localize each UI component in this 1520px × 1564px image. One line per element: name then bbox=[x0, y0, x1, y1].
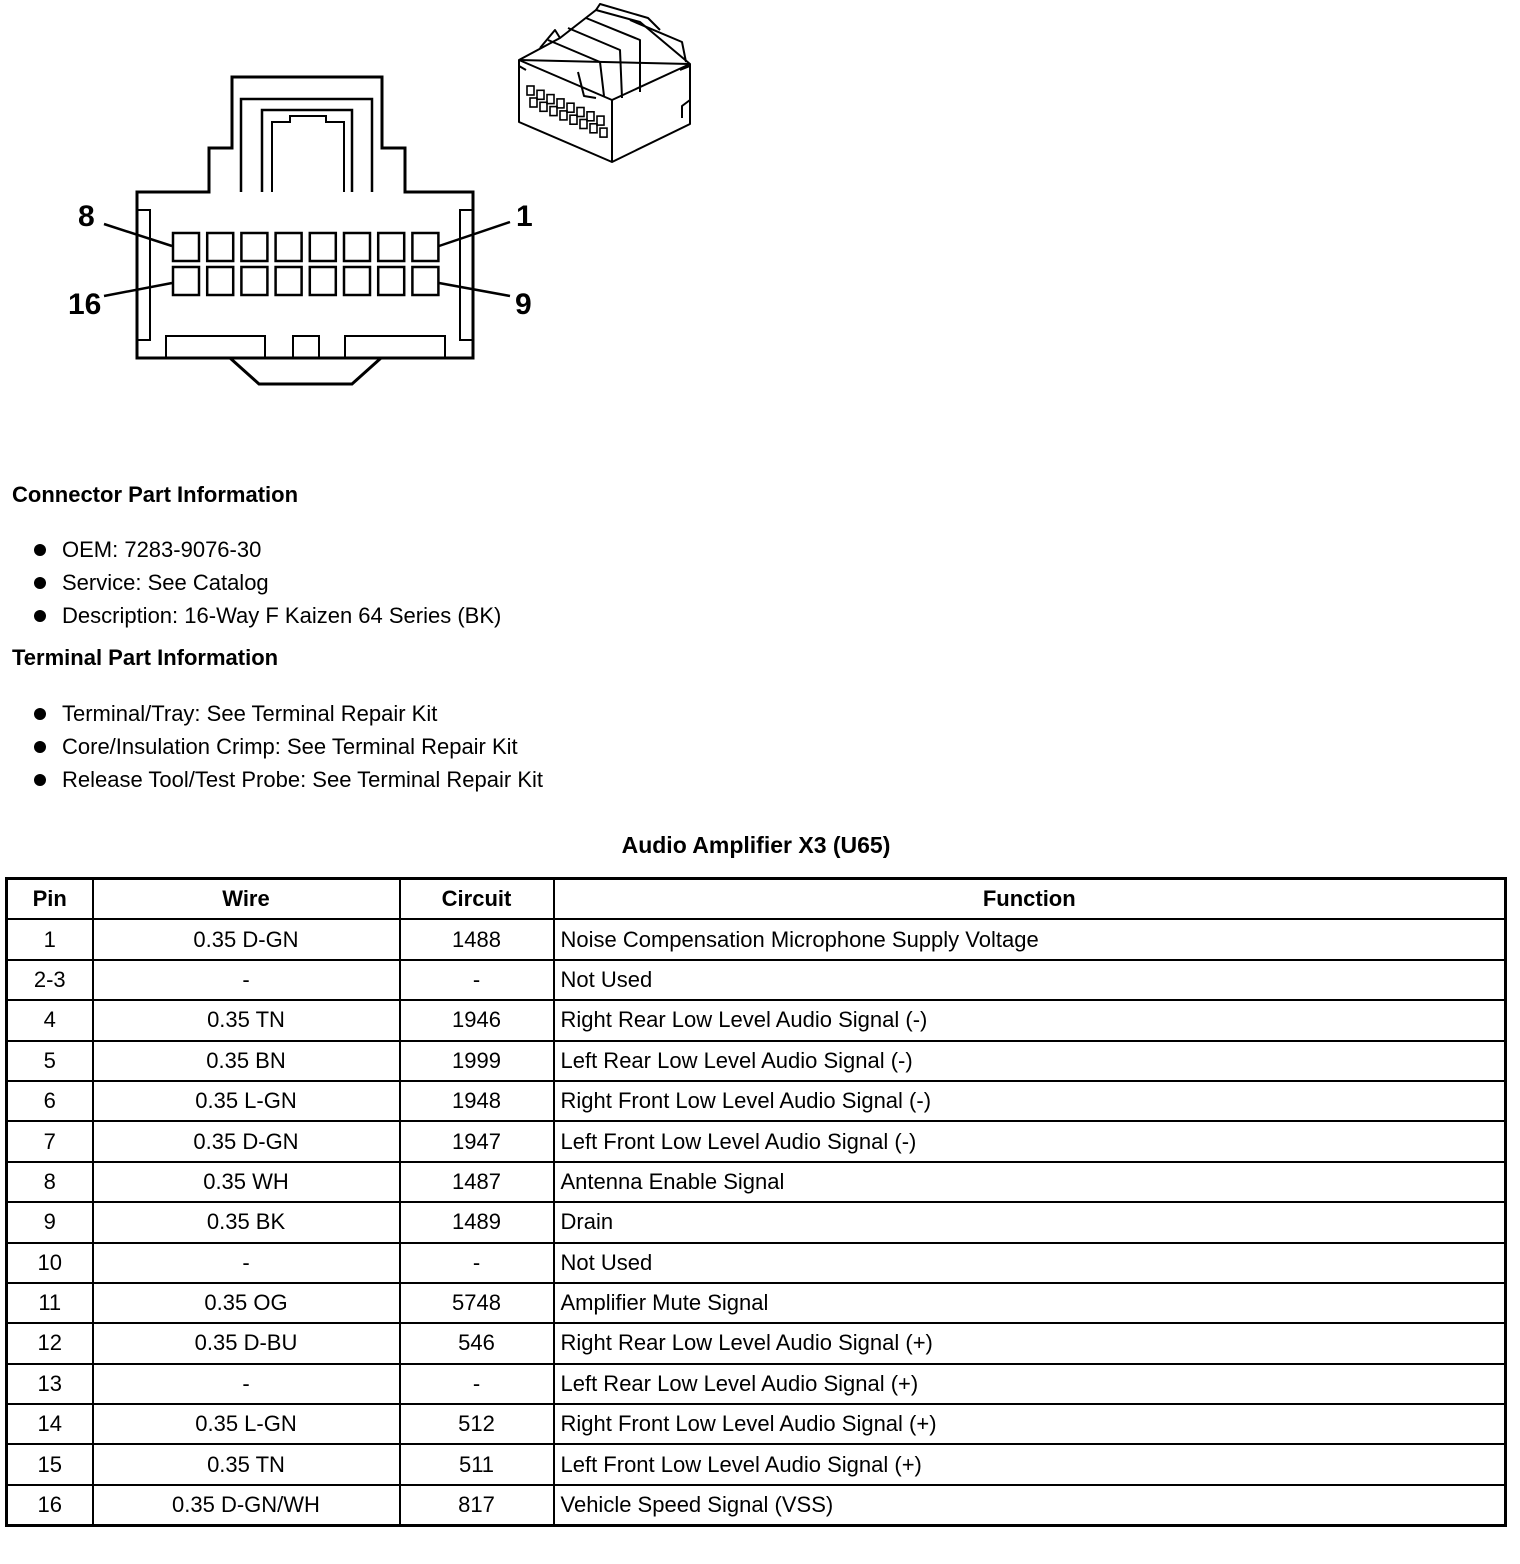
cell-function: Right Front Low Level Audio Signal (-) bbox=[554, 1081, 1506, 1121]
table-row bbox=[7, 919, 1506, 959]
cell-wire: 0.35 BN bbox=[93, 1041, 400, 1081]
pin-cavity bbox=[241, 233, 267, 261]
cell-wire: 0.35 WH bbox=[93, 1162, 400, 1202]
cell-wire: 0.35 TN bbox=[93, 1444, 400, 1484]
cell-function: Left Front Low Level Audio Signal (-) bbox=[554, 1121, 1506, 1161]
cell-pin: 16 bbox=[7, 1485, 93, 1526]
pin-cavity bbox=[241, 267, 267, 295]
cell-wire: - bbox=[93, 1243, 400, 1283]
connector-keyway bbox=[230, 358, 381, 384]
cell-function: Antenna Enable Signal bbox=[554, 1162, 1506, 1202]
cell-function: Drain bbox=[554, 1202, 1506, 1242]
cell-circuit: 546 bbox=[400, 1323, 554, 1363]
cell-pin: 8 bbox=[7, 1162, 93, 1202]
cell-circuit: 1948 bbox=[400, 1081, 554, 1121]
cell-circuit: 1946 bbox=[400, 1000, 554, 1040]
cell-circuit: - bbox=[400, 1243, 554, 1283]
cell-pin: 14 bbox=[7, 1404, 93, 1444]
cell-pin: 10 bbox=[7, 1243, 93, 1283]
table-row bbox=[7, 1121, 1506, 1161]
cell-pin: 6 bbox=[7, 1081, 93, 1121]
pin-cavity bbox=[310, 233, 336, 261]
cell-function: Right Rear Low Level Audio Signal (+) bbox=[554, 1323, 1506, 1363]
list-item: Service: See Catalog bbox=[34, 566, 501, 599]
cell-function: Right Front Low Level Audio Signal (+) bbox=[554, 1404, 1506, 1444]
cell-wire: - bbox=[93, 960, 400, 1000]
cell-wire: 0.35 TN bbox=[93, 1000, 400, 1040]
cell-pin: 12 bbox=[7, 1323, 93, 1363]
pin-cavity bbox=[276, 233, 302, 261]
table-row bbox=[7, 1485, 1506, 1526]
pin-label-8: 8 bbox=[78, 200, 95, 233]
table-row bbox=[7, 1243, 1506, 1283]
cell-circuit: 512 bbox=[400, 1404, 554, 1444]
pin-cavity bbox=[344, 267, 370, 295]
pin-label-16: 16 bbox=[68, 288, 102, 321]
cell-function: Amplifier Mute Signal bbox=[554, 1283, 1506, 1323]
cell-circuit: - bbox=[400, 960, 554, 1000]
cell-circuit: 1488 bbox=[400, 919, 554, 959]
cell-circuit: 1947 bbox=[400, 1121, 554, 1161]
cell-wire: 0.35 OG bbox=[93, 1283, 400, 1323]
table-row bbox=[7, 1000, 1506, 1040]
cell-function: Left Front Low Level Audio Signal (+) bbox=[554, 1444, 1506, 1484]
pin-cavity bbox=[276, 267, 302, 295]
list-item: Description: 16-Way F Kaizen 64 Series (BK) bbox=[34, 599, 501, 632]
terminal-part-list bbox=[34, 697, 543, 796]
cell-wire: 0.35 D-GN bbox=[93, 919, 400, 959]
pin-cavity bbox=[310, 267, 336, 295]
pin-cavity bbox=[173, 267, 199, 295]
cell-circuit: 1487 bbox=[400, 1162, 554, 1202]
cell-circuit: - bbox=[400, 1364, 554, 1404]
pin-cavity bbox=[412, 233, 438, 261]
cell-pin: 7 bbox=[7, 1121, 93, 1161]
table-row bbox=[7, 1283, 1506, 1323]
pin-table bbox=[5, 877, 1507, 1527]
table-row bbox=[7, 1041, 1506, 1081]
cell-circuit: 511 bbox=[400, 1444, 554, 1484]
table-row bbox=[7, 1364, 1506, 1404]
cell-pin: 4 bbox=[7, 1000, 93, 1040]
list-item: OEM: 7283-9076-30 bbox=[34, 533, 501, 566]
cell-function: Right Rear Low Level Audio Signal (-) bbox=[554, 1000, 1506, 1040]
list-item: Release Tool/Test Probe: See Terminal Repair Kit bbox=[34, 763, 543, 796]
terminal-part-heading: Terminal Part Information bbox=[12, 645, 279, 670]
table-row bbox=[7, 1444, 1506, 1484]
table-title: Audio Amplifier X3 (U65) bbox=[621, 832, 891, 858]
pin-label-9: 9 bbox=[515, 288, 532, 321]
header-pin: Pin bbox=[7, 879, 93, 920]
cell-function: Vehicle Speed Signal (VSS) bbox=[554, 1485, 1506, 1526]
pin-cavity bbox=[344, 233, 370, 261]
connector-housing-outline bbox=[137, 77, 473, 358]
connector-diagram bbox=[0, 0, 760, 420]
table-row bbox=[7, 1323, 1506, 1363]
cell-function: Not Used bbox=[554, 960, 1506, 1000]
pin-label-1: 1 bbox=[516, 200, 533, 233]
table-row bbox=[7, 1404, 1506, 1444]
connector-part-list bbox=[34, 533, 501, 632]
table-row bbox=[7, 960, 1506, 1000]
table-row bbox=[7, 1081, 1506, 1121]
cell-circuit: 1489 bbox=[400, 1202, 554, 1242]
cell-pin: 15 bbox=[7, 1444, 93, 1484]
connector-part-heading: Connector Part Information bbox=[12, 482, 299, 507]
list-item: Core/Insulation Crimp: See Terminal Repair Kit bbox=[34, 730, 543, 763]
cell-pin: 13 bbox=[7, 1364, 93, 1404]
connector-3d-illustration bbox=[519, 4, 690, 162]
list-item: Terminal/Tray: See Terminal Repair Kit bbox=[34, 697, 543, 730]
pin-cavity bbox=[412, 267, 438, 295]
header-wire: Wire bbox=[93, 879, 400, 920]
table-header-row bbox=[7, 879, 1506, 920]
cell-pin: 2-3 bbox=[7, 960, 93, 1000]
cell-pin: 11 bbox=[7, 1283, 93, 1323]
pin-cavity bbox=[173, 233, 199, 261]
cell-wire: - bbox=[93, 1364, 400, 1404]
cell-pin: 1 bbox=[7, 919, 93, 959]
pin-cavity bbox=[378, 233, 404, 261]
cell-circuit: 1999 bbox=[400, 1041, 554, 1081]
pin-cavity bbox=[207, 267, 233, 295]
cell-wire: 0.35 L-GN bbox=[93, 1404, 400, 1444]
cell-pin: 5 bbox=[7, 1041, 93, 1081]
cell-function: Not Used bbox=[554, 1243, 1506, 1283]
cell-circuit: 817 bbox=[400, 1485, 554, 1526]
header-circuit: Circuit bbox=[400, 879, 554, 920]
header-function: Function bbox=[554, 879, 1506, 920]
cell-function: Noise Compensation Microphone Supply Voltage bbox=[554, 919, 1506, 959]
cell-wire: 0.35 D-GN bbox=[93, 1121, 400, 1161]
cell-wire: 0.35 BK bbox=[93, 1202, 400, 1242]
cell-circuit: 5748 bbox=[400, 1283, 554, 1323]
cell-wire: 0.35 D-GN/WH bbox=[93, 1485, 400, 1526]
pin-cavity bbox=[207, 233, 233, 261]
pin-cavity bbox=[378, 267, 404, 295]
table-row bbox=[7, 1162, 1506, 1202]
cell-wire: 0.35 L-GN bbox=[93, 1081, 400, 1121]
cell-wire: 0.35 D-BU bbox=[93, 1323, 400, 1363]
cell-function: Left Rear Low Level Audio Signal (-) bbox=[554, 1041, 1506, 1081]
table-row bbox=[7, 1202, 1506, 1242]
cell-function: Left Rear Low Level Audio Signal (+) bbox=[554, 1364, 1506, 1404]
cell-pin: 9 bbox=[7, 1202, 93, 1242]
